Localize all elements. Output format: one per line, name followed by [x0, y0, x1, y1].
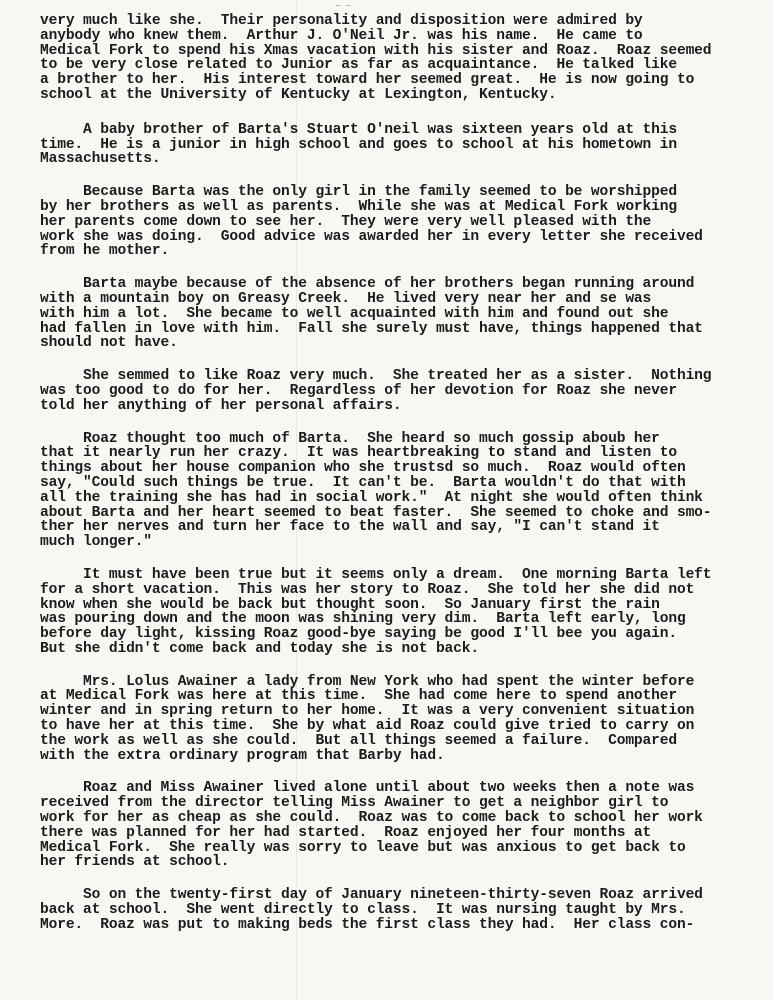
- text-line: a brother to her. His interest toward her seemed great. He is now going to: [40, 72, 695, 89]
- text-line: all the training she has had in social work." At night she would often think: [40, 489, 703, 506]
- text-line: to be very close related to Junior as far as acquaintance. He talked like: [40, 57, 677, 74]
- text-line: with a mountain boy on Greasy Creek. He lived very near her and se was: [40, 290, 652, 307]
- paragraph: [40, 369, 760, 413]
- text-line: back at school. She went directly to class. It was nursing taught by Mrs.: [40, 902, 686, 919]
- text-line: Because Barta was the only girl in the family seemed to be worshipped: [40, 184, 677, 201]
- text-line: there was planned for her had started. Roaz enjoyed her four months at: [40, 824, 652, 841]
- paragraph: [40, 185, 760, 259]
- text-line: work she was doing. Good advice was awarded her in every letter she received: [40, 228, 703, 245]
- text-line: very much like she. Their personality and disposition were admired by: [40, 13, 643, 29]
- text-line: say, "Could such things be true. It can't be. Barta wouldn't do that with: [40, 474, 686, 491]
- text-line: Roaz and Miss Awainer lived alone until about two weeks then a note was: [40, 780, 695, 797]
- text-line: was too good to do for her. Regardless of her devotion for Roaz she never: [40, 382, 677, 399]
- text-line: with the extra ordinary program that Barby had.: [40, 747, 445, 764]
- text-line: know when she would be back but thought soon. So January first the rain: [40, 596, 660, 613]
- text-line: So on the twenty-first day of January nineteen-thirty-seven Roaz arrived: [40, 887, 703, 904]
- text-line: things about her house companion who she trustsd so much. Roaz would often: [40, 460, 686, 477]
- paragraph: [40, 675, 760, 764]
- text-line: received from the director telling Miss Awainer to get a neighbor girl to: [40, 795, 669, 812]
- header-mark: — —: [336, 2, 352, 10]
- text-line: her parents come down to see her. They were very well pleased with the: [40, 213, 652, 230]
- text-line: ther her nerves and turn her face to the wall and say, "I can't stand it: [40, 519, 660, 536]
- paragraph: [40, 123, 760, 167]
- paragraph: [40, 14, 760, 103]
- text-line: that it nearly run her crazy. It was heartbreaking to stand and listen to: [40, 445, 677, 462]
- text-line: to have her at this time. She by what aid Roaz could give tried to carry on: [40, 718, 695, 735]
- text-line: at Medical Fork was here at this time. She had come here to spend another: [40, 688, 677, 705]
- text-line: winter and in spring return to her home. It was a very convenient situation: [40, 703, 695, 720]
- paragraph: [40, 568, 760, 657]
- text-line: about Barta and her heart seemed to beat faster. She seemed to choke and smo-: [40, 504, 712, 521]
- text-line: was pouring down and the moon was shining very dim. Barta left early, long: [40, 611, 686, 628]
- text-line: anybody who knew them. Arthur J. O'Neil Jr. was his name. He came to: [40, 27, 643, 44]
- text-line: Roaz thought too much of Barta. She heard so much gossip aboub her: [40, 430, 660, 447]
- text-line: from he mother.: [40, 243, 170, 260]
- paragraph: [40, 888, 760, 932]
- paragraph: [40, 432, 760, 550]
- text-line: before day light, kissing Roaz good-bye saying be good I'll bee you again.: [40, 626, 677, 643]
- text-line: told her anything of her personal affairs.: [40, 397, 402, 414]
- text-line: A baby brother of Barta's Stuart O'neil was sixteen years old at this: [40, 121, 677, 138]
- text-line: Barta maybe because of the absence of her brothers began running around: [40, 276, 695, 293]
- typed-body-text: [40, 14, 760, 951]
- text-line: school at the University of Kentucky at Lexington, Kentucky.: [40, 86, 557, 103]
- paragraph: [40, 277, 760, 351]
- text-line: with him a lot. She became to well acquainted with him and found out she: [40, 305, 669, 322]
- text-line: Medical Fork to spend his Xmas vacation with his sister and Roaz. Roaz seemed: [40, 42, 712, 59]
- paragraph: [40, 781, 760, 870]
- text-line: More. Roaz was put to making beds the first class they had. Her class con-: [40, 916, 695, 933]
- text-line: It must have been true but it seems only a dream. One morning Barta left: [40, 566, 712, 583]
- text-line: had fallen in love with him. Fall she surely must have, things happened that: [40, 320, 703, 337]
- text-line: the work as well as she could. But all things seemed a failure. Compared: [40, 732, 677, 749]
- text-line: work for her as cheap as she could. Roaz was to come back to school her work: [40, 810, 703, 827]
- text-line: for a short vacation. This was her story to Roaz. She told her she did not: [40, 581, 695, 598]
- text-line: time. He is a junior in high school and goes to school at his hometown in: [40, 136, 677, 153]
- text-line: But she didn't come back and today she is not back.: [40, 640, 479, 657]
- text-line: Mrs. Lolus Awainer a lady from New York who had spent the winter before: [40, 673, 695, 690]
- text-line: Medical Fork. She really was sorry to leave but was anxious to get back to: [40, 839, 686, 856]
- text-line: should not have.: [40, 335, 178, 352]
- text-line: by her brothers as well as parents. While she was at Medical Fork working: [40, 198, 677, 215]
- text-line: Massachusetts.: [40, 151, 161, 168]
- text-line: much longer.": [40, 534, 152, 551]
- text-line: She semmed to like Roaz very much. She treated her as a sister. Nothing: [40, 368, 712, 385]
- text-line: her friends at school.: [40, 854, 230, 871]
